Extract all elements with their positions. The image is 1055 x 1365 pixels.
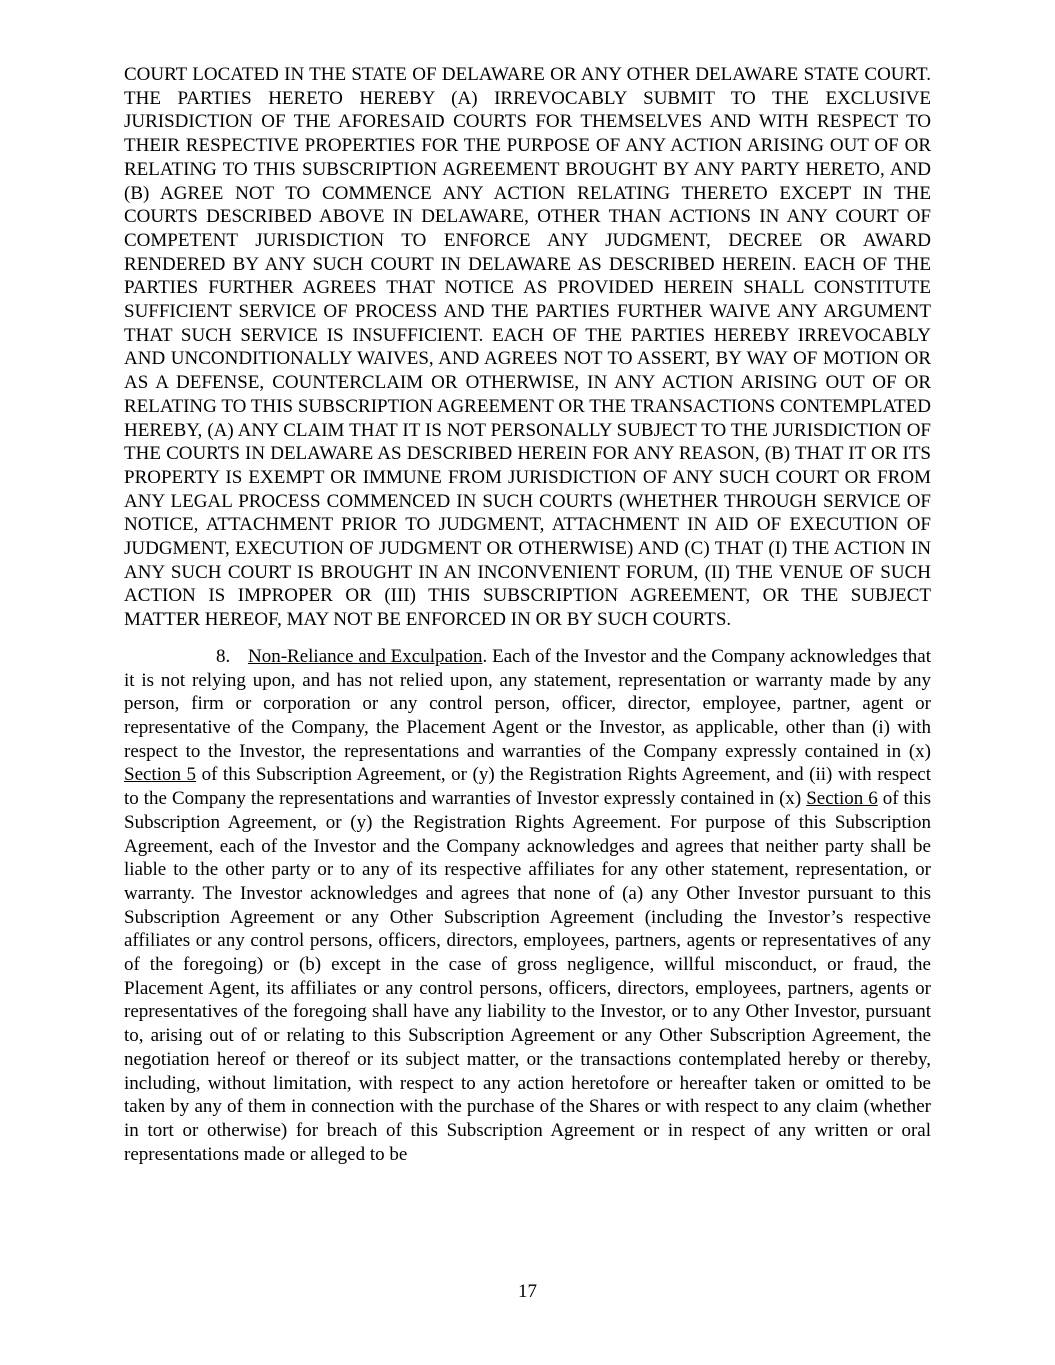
section-8-paragraph <box>124 645 931 1166</box>
section-heading: Non-Reliance and Exculpation <box>248 645 483 667</box>
section-5-reference: Section 5 <box>124 764 197 786</box>
section-number: 8. <box>216 645 231 667</box>
jurisdiction-paragraph: COURT LOCATED IN THE STATE OF DELAWARE OR ANY OTHER DELAWARE STATE COURT. THE PARTIES HERETO HEREBY (A) IRREVOCABLY SUBMIT TO THE EXCLUSIVE JURISDICTION OF THE AFORESAID COURTS FOR THEMSELVES AND WITH RESPECT TO THEIR RESPECTIVE PROPERTIES FOR THE PURPOSE OF ANY ACTION ARISING OUT OF OR RELATING TO THIS SUBSCRIPTION AGREEMENT BROUGHT BY ANY PARTY HERETO, AND (B) AGREE NOT TO COMMENCE ANY ACTION RELATING THERETO EXCEPT IN THE COURTS DESCRIBED ABOVE IN DELAWARE, OTHER THAN ACTIONS IN ANY COURT OF COMPETENT JURISDICTION TO ENFORCE ANY JUDGMENT, DECREE OR AWARD RENDERED BY ANY SUCH COURT IN DELAWARE AS DESCRIBED HEREIN. EACH OF THE PARTIES FURTHER AGREES THAT NOTICE AS PROVIDED HEREIN SHALL CONSTITUTE SUFFICIENT SERVICE OF PROCESS AND THE PARTIES FURTHER WAIVE ANY ARGUMENT THAT SUCH SERVICE IS INSUFFICIENT. EACH OF THE PARTIES HEREBY IRREVOCABLY AND UNCONDITIONALLY WAIVES, AND AGREES NOT TO ASSERT, BY WAY OF MOTION OR AS A DEFENSE, COUNTERCLAIM OR OTHERWISE, IN ANY ACTION ARISING OUT OF OR RELATING TO THIS SUBSCRIPTION AGREEMENT OR THE TRANSACTIONS CONTEMPLATED HEREBY, (A) ANY CLAIM THAT IT IS NOT PERSONALLY SUBJECT TO THE JURISDICTION OF THE COURTS IN DELAWARE AS DESCRIBED HEREIN FOR ANY REASON, (B) THAT IT OR ITS PROPERTY IS EXEMPT OR IMMUNE FROM JURISDICTION OF ANY SUCH COURT OR FROM ANY LEGAL PROCESS COMMENCED IN SUCH COURTS (WHETHER THROUGH SERVICE OF NOTICE, ATTACHMENT PRIOR TO JUDGMENT, ATTACHMENT IN AID OF EXECUTION OF JUDGMENT, EXECUTION OF JUDGMENT OR OTHERWISE) AND (C) THAT (I) THE ACTION IN ANY SUCH COURT IS BROUGHT IN AN INCONVENIENT FORUM, (II) THE VENUE OF SUCH ACTION IS IMPROPER OR (III) THIS SUBSCRIPTION AGREEMENT, OR THE SUBJECT MATTER HEREOF, MAY NOT BE ENFORCED IN OR BY SUCH COURTS. <box>124 64 931 631</box>
section-text-part-a: . Each of the Investor and the Company acknowledges that it is not relying upon, and has not relied upon, any statement, representation or warranty made by any person, firm or corporation or any control person, officer, director, employee, partner, agent or representative of the Company, the Placement Agent or the Investor, as applicable, other than (i) with respect to the Investor, the representations and warranties of the Company expressly contained in (x) <box>124 645 931 762</box>
page-number: 17 <box>518 1281 537 1302</box>
document-page <box>124 63 931 1166</box>
section-text-part-c: of this Subscription Agreement, or (y) the Registration Rights Agreement. For purpose of this Subscription Agreement, each of the Investor and the Company acknowledges and agrees that neither party shall be liable to the other party or to any of its respective affiliates for any other statement, representation, or warranty. The Investor acknowledges and agrees that none of (a) any Other Investor pursuant to this Subscription Agreement or any Other Subscription Agreement (including the Investor’s respective affiliates or any control persons, officers, directors, employees, partners, agents or representatives of any of the foregoing) or (b) except in the case of gross negligence, willful misconduct, or fraud, the Placement Agent, its affiliates or any control persons, officers, directors, employees, partners, agents or representatives of the foregoing shall have any liability to the Investor, or to any Other Investor, pursuant to, arising out of or relating to this Subscription Agreement or any Other Subscription Agreement, the negotiation hereof or thereof or its subject matter, or the transactions contemplated hereby or thereby, including, without limitation, with respect to any action heretofore or hereafter taken or omitted to be taken by any of them in connection with the purchase of the Shares or with respect to any claim (whether in tort or otherwise) for breach of this Subscription Agreement or in respect of any written or oral representations made or alleged to be <box>124 788 932 1165</box>
section-text-part-b: of this Subscription Agreement, or (y) the Registration Rights Agreement, and (ii) with respect to the Company the representations and warranties of Investor expressly contained in (x) <box>124 764 931 810</box>
section-6-reference: Section 6 <box>806 788 878 810</box>
